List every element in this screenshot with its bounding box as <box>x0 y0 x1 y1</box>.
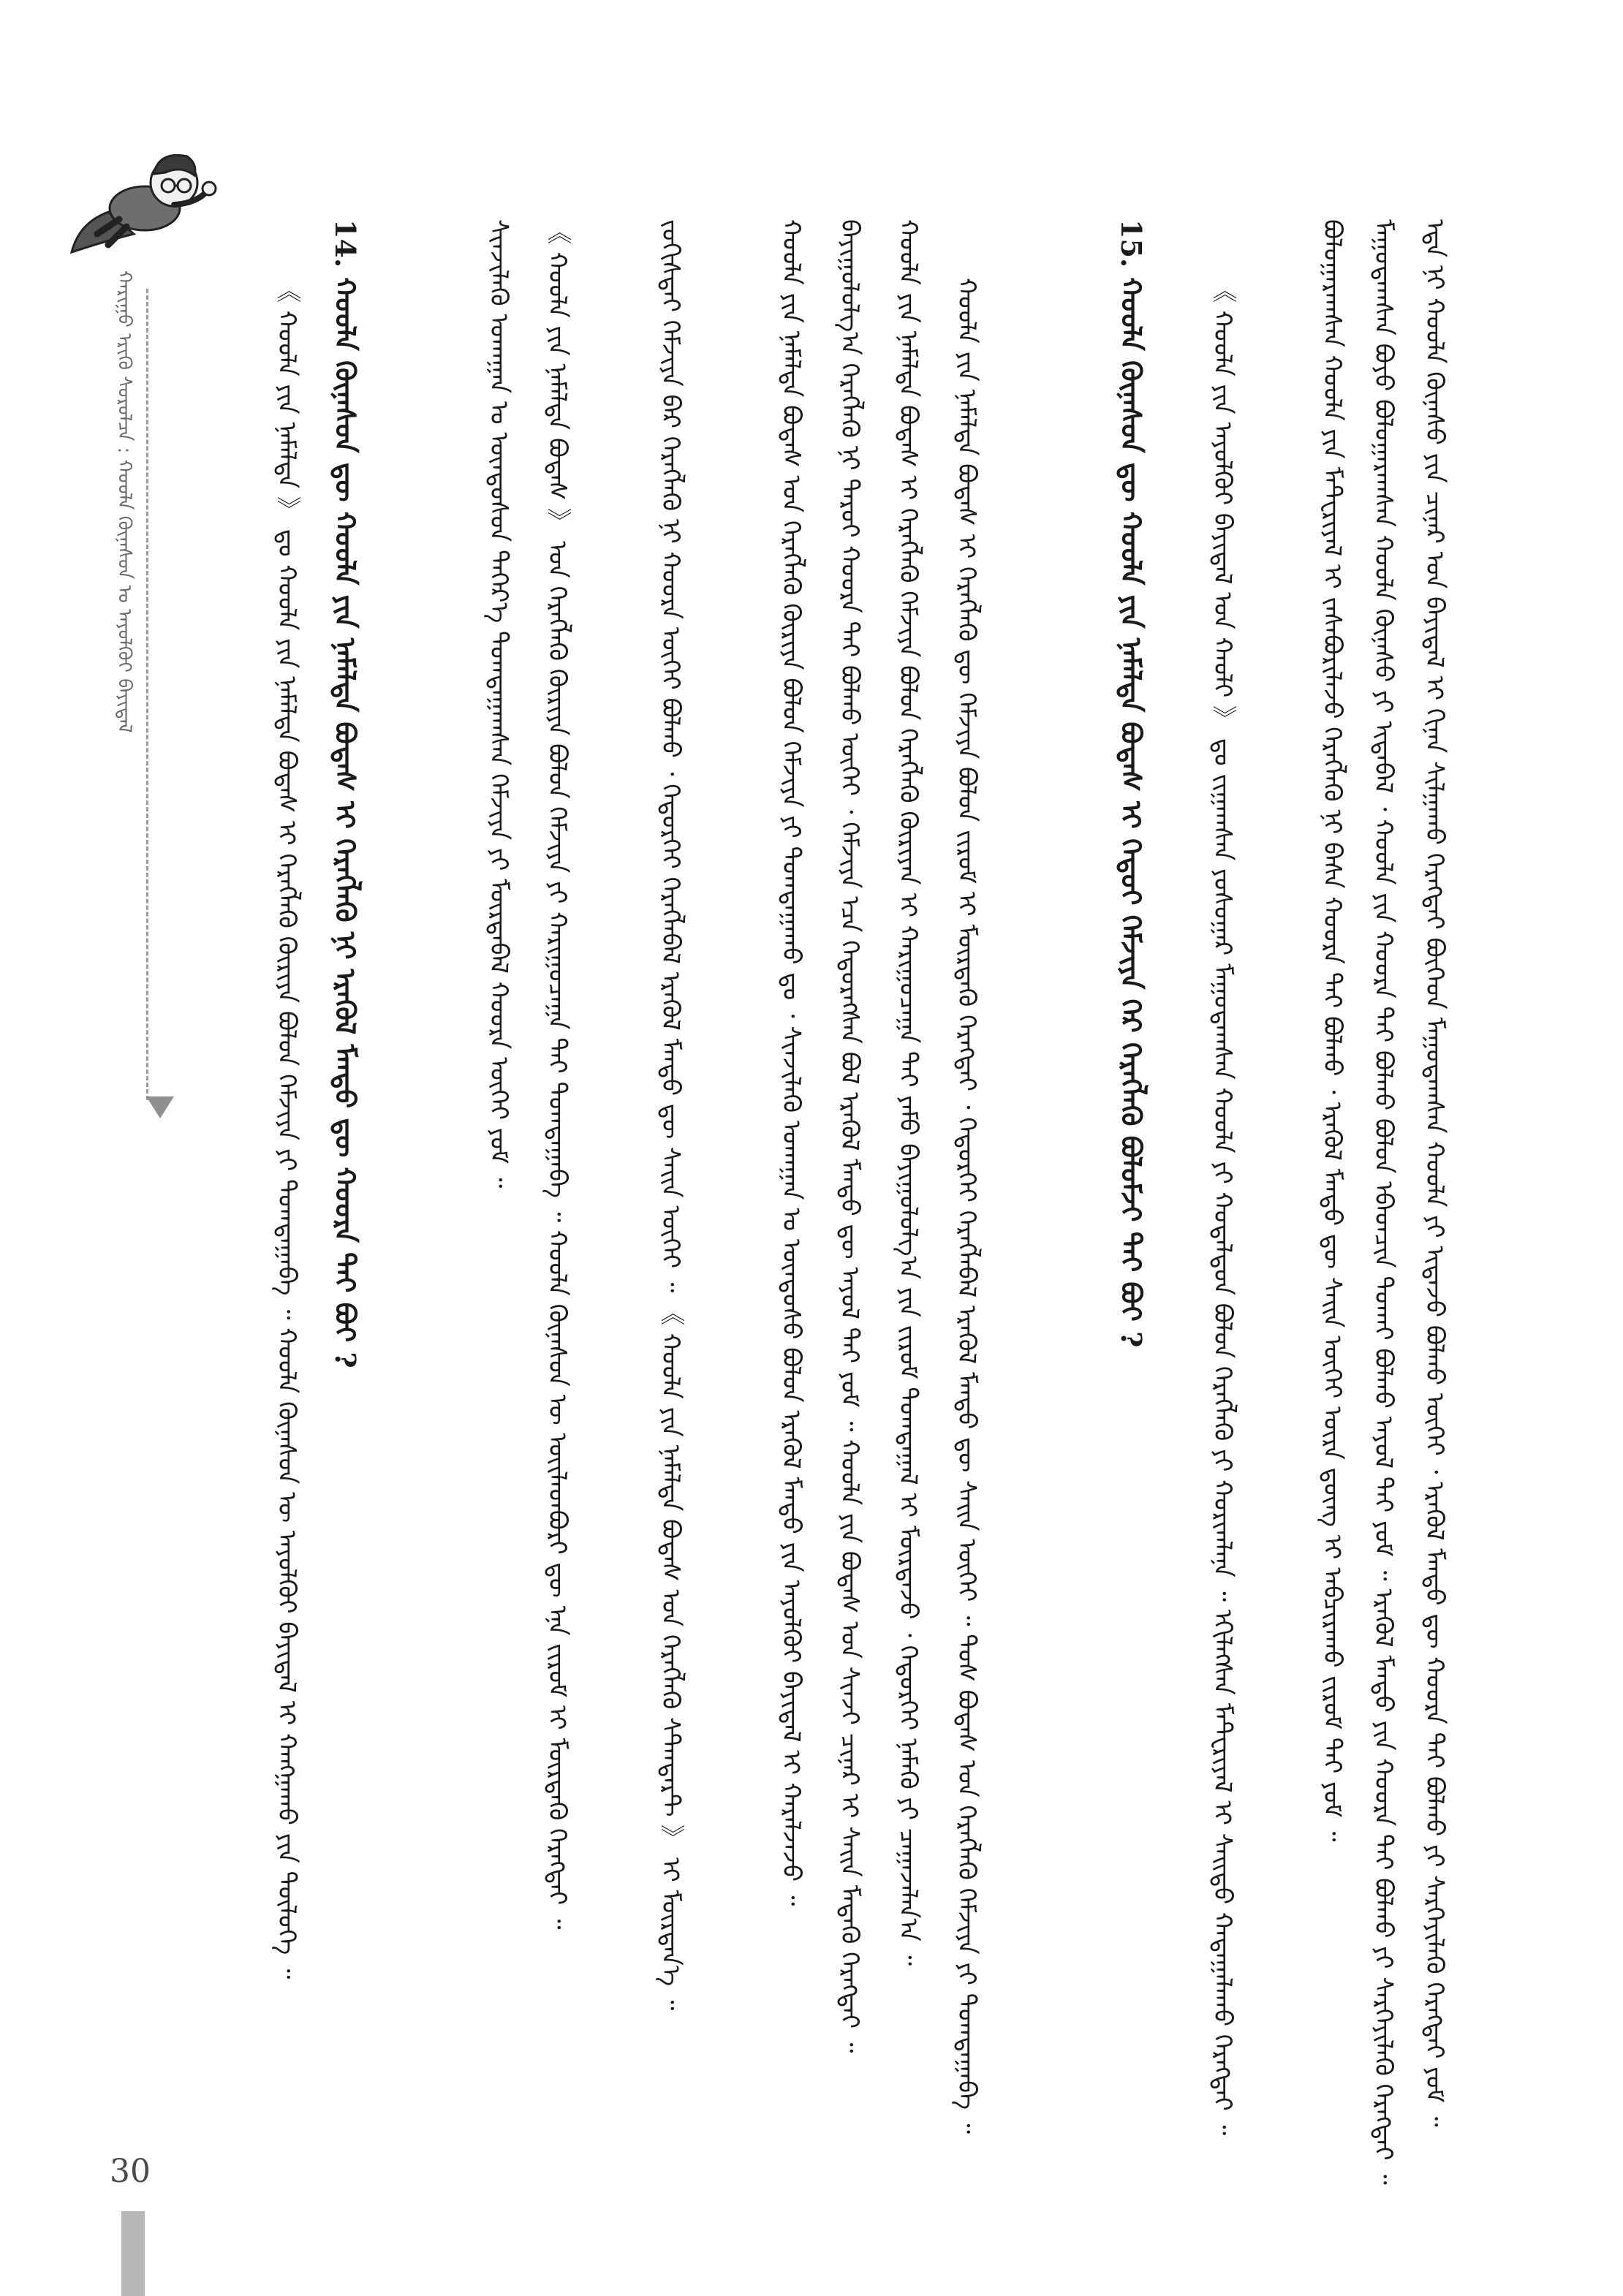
paragraph-line: ᠪᠣᠯᠤᠭᠠᠷᠠᠭᠰᠠᠨ ᠬᠣᠣᠯᠠ ᠶᠢᠨ ᠮᠠᠲᠧᠷᠢᠶᠠᠯ ᠢ ᠵᠠᠰᠠᠪᠤᠷᠢᠯᠠᠵᠤ ᠬᠡᠷᠡᠭᠯᠡᠬᠦ ᠨᠢ ᠪᠠᠰᠠ ᠬᠣᠣᠷᠠ ᠲᠠᠢ ᠪᠣᠯᠬᠤ ᠂ ᠡᠷᠡᠬᠦᠯ ᠮᠡᠨᠳᠦ ᠳᠦ ᠰᠠᠢᠨ ᠦᠭᠡᠢ ᠦᠷᠡ ᠳ᠋ᠦᠩ ᠢ ᠠᠪᠴᠢᠷᠠᠬᠤ ᠵᠢᠷᠤᠮ ᠲᠠᠢ ᠶᠤᠮ ᠃ <box>1317 219 1347 1842</box>
running-header <box>102 270 146 1111</box>
question-14-heading: 14. ᠬᠣᠣᠯᠠ ᠬᠦᠨᠡᠰᠦᠨ ᠳᠦ ᠬᠣᠣᠯᠠ ᠶᠢᠨ ᠨᠡᠮᠡᠯᠲᠡ ᠪᠣᠳᠠᠰ ᠢ ᠬᠡᠷᠡᠭᠯᠡᠬᠦ ᠨᠢ ᠡᠷᠡᠬᠦᠯ ᠮᠡᠨᠳᠦ ᠳᠦ ᠬᠣᠣᠷᠠ ᠲᠠᠢ ᠪᠤᠢ ? <box>329 219 362 1368</box>
question-heading <box>1108 219 1166 2208</box>
paragraph-line: ᠰᠢᠨᠵᠢᠯᠡᠬᠦ ᠤᠬᠠᠭᠠᠨ ᠤ ᠦᠨᠳᠦᠰᠦᠨ ᠳᠡᠭᠡᠷ᠎ᠡ ᠲᠣᠭᠲᠠᠭᠠᠭᠰᠠᠨ ᠬᠡᠮᠵᠢᠶᠡ ᠶᠢ ᠮᠥᠷᠳᠡᠪᠡᠯ ᠬᠣᠣᠷᠠ ᠦᠭᠡᠢ ᠶᠤᠮ ᠃ <box>484 219 513 1189</box>
text-column <box>1309 219 1360 2208</box>
page-number: 30 <box>110 2153 151 2190</box>
page-edge-tab <box>121 2211 145 2296</box>
question-heading <box>322 219 380 2208</box>
paragraph-line: ᠪᠠᠶᠢᠭᠤᠯᠤᠯᠭ᠎ᠠ ᠬᠡᠷᠡᠭᠯᠡᠬᠦ ᠨᠢ ᠳᠠᠷᠤᠢ ᠬᠣᠣᠷᠠ ᠲᠠᠢ ᠪᠣᠯᠬᠤ ᠦᠭᠡᠢ ᠂ ᠬᠡᠮᠵᠢᠶᠡ ᠡᠴᠡ ᠬᠡᠲᠦᠷᠡᠭᠰᠡᠨ ᠪᠣᠯ ᠡᠷᠡᠬᠦᠯ ᠮᠡᠨᠳᠦ ᠳᠦ ᠠᠶᠤᠯ ᠲᠠᠢ ᠶᠤᠮ ᠃ ᠬᠣᠣᠯᠠ ᠶᠢᠨ ᠪᠣᠳᠠᠰ ᠤᠨ ᠰᠢᠨᠵᠢ ᠴᠢᠨᠠᠷ ᠢ ᠰᠠᠢᠨ ᠮᠡᠳᠡᠬᠦ ᠬᠡᠷᠡᠭᠲᠡᠢ ᠃ <box>835 219 864 2053</box>
text-column <box>647 219 698 2208</box>
paragraph-line: ᠬᠣᠣᠯᠠ ᠶᠢᠨ ᠨᠡᠮᠡᠯᠲᠡ ᠪᠣᠳᠠᠰ ᠢ ᠬᠡᠷᠡᠭᠯᠡᠬᠦ ᠬᠡᠮᠵᠢᠶᠡ ᠪᠣᠯᠤᠨ ᠬᠡᠷᠡᠭᠯᠡᠬᠦ ᠬᠦᠷᠢᠶᠡᠨ ᠢ ᠬᠠᠷᠢᠭᠤᠴᠠᠭᠠ ᠲᠠᠢ ᠶᠠᠮᠤ ᠪᠠᠶᠢᠭᠤᠯᠤᠯᠭ᠎ᠠ ᠶᠢᠨ ᠵᠢᠷᠤᠮ ᠲᠣᠭᠲᠠᠭᠠᠯ ᠢ ᠮᠥᠷᠳᠡᠵᠦ ᠂ ᠬᠡᠲᠦᠷᠬᠡᠢ ᠨᠡᠮᠡᠬᠦ ᠶᠢ ᠴᠠᠭᠠᠵᠠᠯᠠᠨ᠎ᠠ ᠃ <box>893 219 923 1966</box>
text-column <box>1199 219 1250 2208</box>
text-column <box>768 219 819 2208</box>
text-column <box>1411 219 1462 2208</box>
text-column <box>885 219 936 2208</box>
paragraph-line: ᠬᠣᠣᠯᠠ ᠶᠢᠨ ᠨᠡᠮᠡᠯᠲᠡ ᠪᠣᠳᠠᠰ ᠢ ᠬᠡᠷᠡᠭᠯᠡᠬᠦ ᠳᠦ ᠬᠡᠮᠵᠢᠶᠡ ᠪᠣᠯᠤᠨ ᠵᠢᠷᠤᠮ ᠢ ᠮᠥᠷᠳᠡᠬᠦ ᠬᠡᠷᠡᠭᠲᠡᠢ ᠂ ᠬᠡᠲᠦᠷᠬᠡᠢ ᠬᠡᠷᠡᠭᠯᠡᠪᠡᠯ ᠡᠷᠡᠬᠦᠯ ᠮᠡᠨᠳᠦ ᠳᠦ ᠰᠠᠢᠨ ᠦᠭᠡᠢ ᠃ ᠲᠤᠰ ᠪᠣᠳᠠᠰ ᠤᠨ ᠬᠡᠷᠡᠭᠯᠡᠬᠦ ᠬᠡᠮᠵᠢᠶᠡ ᠶᠢ ᠲᠣᠭᠲᠠᠭᠠᠪᠠ ᠃ <box>952 278 981 2134</box>
header-dashed-line <box>146 289 148 1100</box>
paragraph-line: 《 ᠬᠣᠣᠯᠠ ᠶᠢᠨ ᠨᠡᠮᠡᠯᠲᠡ 》 ᠳᠤ ᠬᠣᠣᠯᠠ ᠶᠢᠨ ᠨᠡᠮᠡᠯᠲᠡ ᠪᠣᠳᠠᠰ ᠢ ᠬᠡᠷᠡᠭᠯᠡᠬᠦ ᠬᠦᠷᠢᠶᠡ ᠪᠣᠯᠤᠨ ᠬᠡᠮᠵᠢᠶᠡ ᠶᠢ ᠲᠣᠭᠲᠠᠭᠠᠪᠠ ᠃ ᠬᠣᠣᠯᠠ ᠬᠦᠨᠡᠰᠦᠨ ᠦ ᠠᠶᠤᠯᠭᠦᠢ ᠪᠠᠶᠢᠳᠠᠯ ᠢ ᠬᠠᠩᠭᠠᠬᠤ ᠶᠢᠨ ᠲᠥᠯᠥᠭᠡ ᠃ <box>272 278 301 1979</box>
text-column <box>263 219 314 2208</box>
paragraph-line: ᠬᠣᠣᠯᠠ ᠶᠢᠨ ᠨᠡᠮᠡᠯᠲᠡ ᠪᠣᠳᠠᠰ ᠤᠨ ᠬᠡᠷᠡᠭᠯᠡᠬᠦ ᠬᠦᠷᠢᠶᠡ ᠪᠣᠯᠤᠨ ᠬᠡᠮᠵᠢᠶᠡ ᠶᠢ ᠲᠣᠭᠲᠠᠭᠠᠬᠤ ᠳᠤ ᠂ ᠰᠢᠨᠵᠢᠯᠡᠬᠦ ᠤᠬᠠᠭᠠᠨ ᠤ ᠦᠨᠳᠦᠰᠦ ᠪᠣᠯᠤᠨ ᠡᠷᠡᠬᠦᠯ ᠮᠡᠨᠳᠦ ᠶᠢᠨ ᠠᠶᠤᠯᠭᠦᠢ ᠪᠠᠶᠢᠳᠠᠯ ᠢ ᠬᠠᠷᠠᠯᠵᠠᠵᠤ ᠃ <box>776 219 806 1906</box>
running-header-title: ᠬᠠᠷᠢᠭᠤ ᠡᠷᠢᠬᠦ ᠰᠤᠷᠤᠯᠴᠠ : ᠬᠣᠣᠯᠠ ᠬᠦᠨᠡᠰᠦᠨ ᠤ ᠠᠶᠤᠯᠭᠦᠢ ᠪᠠᠶᠢᠳᠠᠯ <box>113 270 135 733</box>
paragraph-line: ᠮᠠᠭᠤᠳᠠᠭᠰᠠᠨ ᠪᠤᠶᠤ ᠪᠣᠯᠤᠭᠠᠷᠠᠭᠰᠠᠨ ᠬᠣᠣᠯᠠ ᠬᠦᠨᠡᠰᠦ ᠶᠢ ᠢᠳᠡᠪᠡᠯ ᠂ ᠬᠣᠣᠯᠠ ᠶᠢᠨ ᠬᠣᠣᠷᠠ ᠲᠠᠢ ᠪᠣᠯᠬᠤ ᠪᠣᠯᠤᠨ ᠡᠪᠡᠳᠴᠢᠨ ᠲᠤᠬᠠᠢ ᠪᠣᠯᠬᠤ ᠠᠶᠤᠯ ᠲᠠᠢ ᠶᠤᠮ ᠃ ᠡᠷᠡᠬᠦᠯ ᠮᠡᠨᠳᠦ ᠶᠢᠨ ᠬᠣᠣᠷᠠ ᠲᠠᠢ ᠪᠣᠯᠬᠤ ᠶᠢ ᠰᠡᠷᠭᠡᠶᠢᠯᠡᠬᠦ ᠬᠡᠷᠡᠭᠲᠡᠢ ᠃ <box>1369 219 1398 2185</box>
text-column <box>534 219 585 2208</box>
question-15-heading: 15. ᠬᠣᠣᠯᠠ ᠬᠦᠨᠡᠰᠦᠨ ᠳᠦ ᠬᠣᠣᠯᠠ ᠶᠢᠨ ᠨᠡᠮᠡᠯᠲᠡ ᠪᠣᠳᠠᠰ ᠢ ᠬᠡᠳᠦᠢ ᠬᠡᠮᠵᠢᠶᠡ ᠭᠡᠷ ᠬᠡᠷᠡᠭᠯᠡᠬᠦ ᠪᠣᠯᠤᠮᠵᠢ ᠲᠠᠢ ᠪᠤᠢ ? <box>1115 219 1148 1348</box>
paragraph-line: ᠡᠳᠡ ᠨᠢ ᠬᠣᠣᠯᠠ ᠬᠦᠨᠡᠰᠦ ᠶᠢᠨ ᠴᠢᠨᠠᠷ ᠤᠨ ᠪᠠᠶᠢᠳᠠᠯ ᠢ ᠬᠢᠨᠠᠨ ᠰᠢᠯᠭᠠᠬᠤ ᠬᠡᠷᠡᠭᠲᠡᠢ ᠪᠥᠭᠡᠳ ᠮᠠᠭᠤᠳᠠᠭᠰᠠᠨ ᠬᠣᠣᠯᠠ ᠶᠢ ᠢᠳᠡᠵᠦ ᠪᠣᠯᠬᠤ ᠦᠭᠡᠢ ᠂ ᠡᠷᠡᠬᠦᠯ ᠮᠡᠨᠳᠦ ᠳᠦ ᠬᠣᠣᠷᠠ ᠲᠠᠢ ᠪᠣᠯᠬᠤ ᠶᠢ ᠰᠡᠷᠭᠡᠶᠢᠯᠡᠬᠦ ᠬᠡᠷᠡᠭᠲᠡᠢ ᠶᠤᠮ ᠃ <box>1420 219 1449 2127</box>
paragraph-line: 《 ᠬᠣᠣᠯᠠ ᠶᠢᠨ ᠨᠡᠮᠡᠯᠲᠡ ᠪᠣᠳᠠᠰ 》 ᠤᠨ ᠬᠡᠷᠡᠭᠯᠡᠬᠦ ᠬᠦᠷᠢᠶᠡ ᠪᠣᠯᠤᠨ ᠬᠡᠮᠵᠢᠶᠡ ᠶᠢ ᠬᠠᠷᠢᠭᠤᠴᠠᠭᠠ ᠲᠠᠢ ᠲᠣᠭᠲᠠᠭᠠᠪᠠ ᠃ ᠬᠣᠣᠯᠠ ᠬᠦᠨᠡᠰᠦᠨ ᠦ ᠦᠢᠯᠡᠳᠪᠦᠷᠢ ᠳᠦ ᠡᠨᠡ ᠵᠢᠷᠤᠮ ᠢ ᠮᠥᠷᠳᠡᠬᠦ ᠬᠡᠷᠡᠭᠲᠡᠢ ᠃ <box>542 219 572 1930</box>
paragraph-line: ᠵᠣᠬᠢᠰᠲᠠᠢ ᠬᠡᠮᠵᠢᠶᠡ ᠪᠠᠷ ᠬᠡᠷᠡᠭᠯᠡᠬᠦ ᠨᠢ ᠬᠣᠣᠷᠠ ᠦᠭᠡᠢ ᠪᠣᠯᠬᠤ ᠂ ᠬᠡᠲᠦᠷᠬᠡᠢ ᠬᠡᠷᠡᠭᠯᠡᠪᠡᠯ ᠡᠷᠡᠬᠦᠯ ᠮᠡᠨᠳᠦ ᠳᠦ ᠰᠠᠢᠨ ᠦᠭᠡᠢ ᠃ 《 ᠬᠣᠣᠯᠠ ᠶᠢᠨ ᠨᠡᠮᠡᠯᠲᠡ ᠪᠣᠳᠠᠰ ᠤᠨ ᠬᠡᠷᠡᠭᠯᠡᠬᠦ ᠰᠲ᠋ᠠᠨᠳᠠᠷᠲ 》 ᠢ ᠮᠥᠷᠳᠡᠨ᠎ᠡ ᠃ <box>656 219 685 2011</box>
text-column <box>826 219 877 2208</box>
text-column <box>475 219 526 2208</box>
header-arrow-icon <box>146 1096 174 1118</box>
text-column <box>943 219 994 2208</box>
paragraph-line: 《 ᠬᠣᠣᠯᠠ ᠶᠢᠨ ᠠᠶᠤᠯᠭᠦᠢ ᠪᠠᠶᠢᠳᠠᠯ ᠤᠨ ᠬᠠᠤᠯᠢ 》 ᠳᠤ ᠵᠢᠭᠠᠭᠰᠠᠨ ᠶᠣᠰᠣᠭᠠᠷ ᠮᠠᠭᠤᠳᠠᠭᠰᠠᠨ ᠬᠣᠣᠯᠠ ᠶᠢ ᠬᠤᠳᠠᠯᠳᠤᠨ ᠪᠣᠯᠤᠨ ᠬᠡᠷᠡᠭᠯᠡᠬᠦ ᠶᠢ ᠬᠣᠷᠢᠭᠯᠠᠨᠠ ᠃ ᠡᠬᠢᠯᠡᠭᠰᠡᠨ ᠮᠠᠲᠧᠷᠢᠶᠠᠯ ᠢ ᠰᠠᠢᠲᠤ ᠬᠠᠳᠠᠭᠠᠯᠠᠬᠤ ᠬᠡᠷᠡᠭᠲᠡᠢ ᠃ <box>1208 278 1237 2136</box>
text-column <box>1360 219 1411 2208</box>
mascot-illustration <box>64 124 225 270</box>
